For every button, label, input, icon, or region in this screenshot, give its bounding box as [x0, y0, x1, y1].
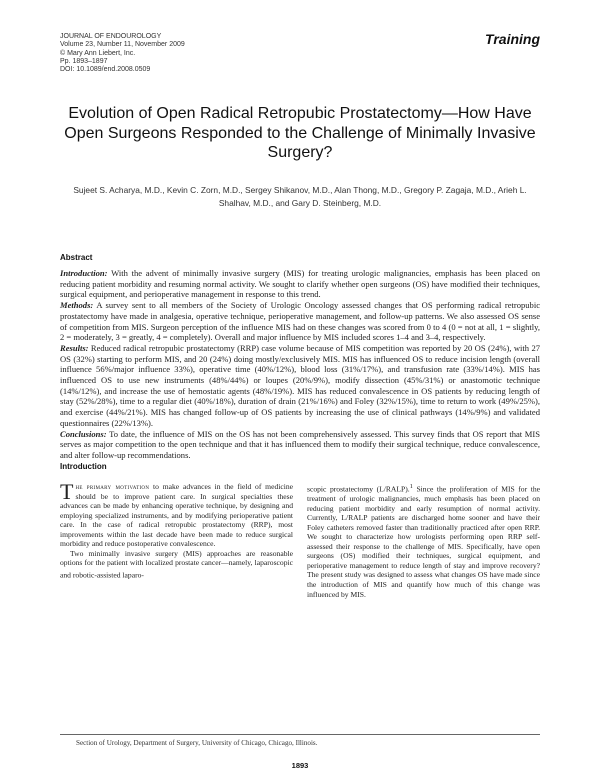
- journal-info: [60, 33, 260, 74]
- abstract-heading: Abstract: [60, 253, 93, 262]
- journal-pages: Pp. 1893–1897: [60, 57, 108, 65]
- author-list: Sujeet S. Acharya, M.D., Kevin C. Zorn, M.D., Sergey Shikanov, M.D., Alan Thong, M.D., Gregory P. Zagaja, M.D., Arieh L. Shalhav, M.D., and Gary D. Steinberg, M.D.: [73, 185, 527, 208]
- reference-marker-1: 1: [409, 483, 413, 490]
- intro-smallcaps: he primary motivation: [75, 482, 150, 491]
- abstract-conclusions: [60, 429, 540, 461]
- abstract-methods-text: A survey sent to all members of the Society of Urologic Oncology assessed changes that OS performing radical retropubic prostatectomy have made in analgesia, operative technique, perioperative management, and follow-up patterns. We also assessed OS sense of competition from MIS. Surgeon perception of the influence MIS had on these changes was scored from 0 to 4 (0 = not at all, 1 = slightly, 2 = moderately, 3 = greatly, 4 = completely). Overall and major influence by MIS included scores 1–4 and 3–4, respectively.: [60, 300, 540, 343]
- journal-name: JOURNAL OF ENDOUROLOGY: [60, 33, 162, 40]
- abstract-methods-label: Methods:: [60, 300, 94, 311]
- abstract-body: [60, 268, 540, 461]
- abstract-conclusions-text: To date, the influence of MIS on the OS has not been comprehensively assessed. This survey finds that OS report that MIS serves as major competition to the open technique and that it has influenced them to modify their surgical technique, reduce convalescence, and alter follow-up recommendations.: [60, 428, 541, 460]
- abstract-results-label: Results:: [60, 342, 89, 353]
- introduction-heading: Introduction: [60, 462, 107, 471]
- intro-paragraph-1: [60, 479, 293, 549]
- affiliation-footnote: Section of Urology, Department of Surgery, University of Chicago, Chicago, Illinois.: [76, 739, 318, 747]
- intro-paragraph-2: [60, 549, 293, 580]
- intro-paragraph-1-text: to make advances in the field of medicine should be to improve patient care. In surgical specialties these advances can be made by enhancing operative technique, by designing and employing specialized instruments, and by modifying perioperative patient care. In the case of radical retropubic prostatectomy (RRP), most improvements within the last decade have been made to reduce surgical morbidity and reduce postoperative convalescence.: [60, 482, 293, 549]
- abstract-results: [60, 343, 540, 429]
- drop-cap: T: [60, 479, 74, 504]
- intro-paragraph-2-rest: Since the proliferation of MIS for the treatment of urologic malignancies, much emphasis has been placed on reducing patient morbidity and early resumption of normal activity. Currently, L/RALP patients are discharged home sooner and have their Foley catheters removed faster than traditionally practiced after open RRP. We sought to characterize how urologists performing open RRP self-assessed their response to the challenge of MIS. Specifically, have open surgeons (OS) modified their techniques, surgical equipment, and perioperative management to reduce length of stay and improve recovery? The present study was designed to assess what changes OS have made since the introduction of MIS and quantify how much of this change was influenced by MIS.: [307, 484, 540, 599]
- body-column-left: [60, 479, 293, 580]
- intro-paragraph-2-continued: [307, 482, 540, 599]
- abstract-introduction: [60, 268, 540, 300]
- journal-volume: Volume 23, Number 11, November 2009: [60, 41, 185, 49]
- abstract-methods: [60, 300, 540, 343]
- abstract-results-text: Reduced radical retropubic prostatectomy (RRP) case volume because of MIS competition was reported by 20 OS (24%), with 27 OS (32%) starting to perform MIS, and 20 (24%) doing mostly/exclusively MIS. MIS has influenced OS to reduce incision length (overall influence 56%/major influence 33%), operative time (40%/12%), blood loss (31%/17%), and transfusion rate (33%/14%). MIS has influenced OS to use new instruments (48%/44%) or loupes (20%/9%), modify dissection (45%/31%) or anastomotic technique (14%/12%), and increase the use of hemostatic agents (48%/19%). MIS has reduced convalescence in OS patients by reducing length of stay (52%/28%), time to a regular diet (40%/18%), duration of drain (21%/16%) and Foley (32%/15%), time to return to work (49%/25%), and exercise (44%/21%). MIS has changed follow-up of OS patients by increasing the use of clinical pathways (14%/9%) and validated questionnaires (22%/13%).: [60, 342, 540, 428]
- article-title: Evolution of Open Radical Retropubic Prostatectomy—How Have Open Surgeons Responded to the Challenge of Minimally Invasive Surgery?: [64, 105, 536, 161]
- footnote-rule: [60, 734, 540, 735]
- intro-paragraph-2-text: Two minimally invasive surgery (MIS) approaches are reasonable options for the patient with localized prostate cancer—namely, laparoscopic and robotic-assisted laparo-: [60, 548, 293, 580]
- body-column-right: [307, 482, 540, 599]
- abstract-introduction-label: Introduction:: [60, 268, 108, 278]
- intro-paragraph-2-tail: scopic prostatectomy (L/RALP).: [307, 484, 410, 494]
- section-label: Training: [485, 31, 540, 47]
- journal-copyright: © Mary Ann Liebert, Inc.: [60, 49, 136, 57]
- journal-doi: DOI: 10.1089/end.2008.0509: [60, 66, 151, 74]
- abstract-conclusions-label: Conclusions:: [60, 428, 107, 439]
- abstract-introduction-text: With the advent of minimally invasive surgery (MIS) for treating urologic malignancies, emphasis has been placed on reducing patient morbidity and resuming normal activity. We sought to clarify whether open surgeons (OS) have modified their techniques, surgical equipment, and perioperative management in response to this trend.: [60, 268, 541, 300]
- page-number: 1893: [291, 761, 309, 770]
